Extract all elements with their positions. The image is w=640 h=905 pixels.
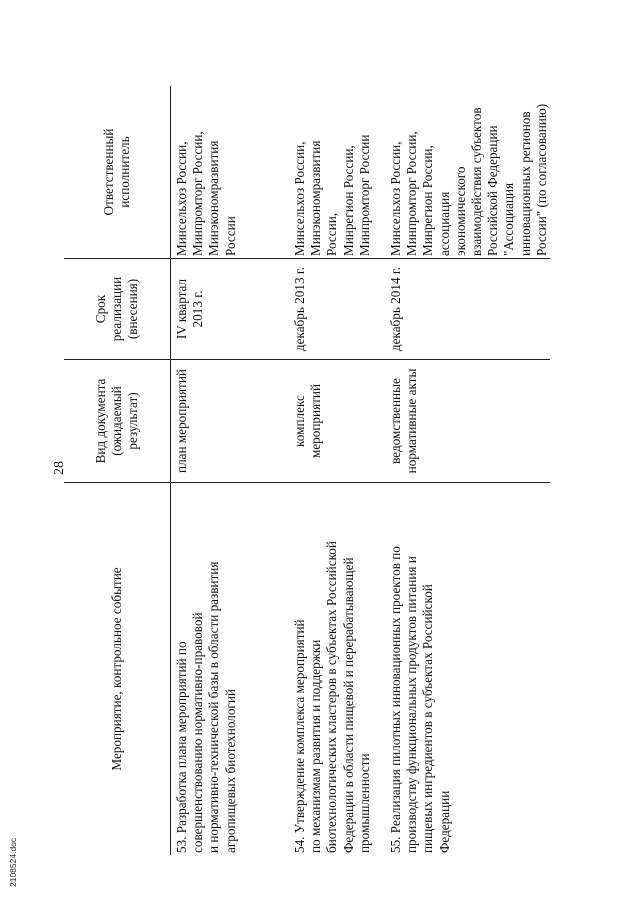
row-53-deadline: IV квартал 2013 г.	[171, 259, 293, 360]
header-responsible: Ответственный исполнитель	[64, 86, 171, 259]
table-row	[171, 86, 293, 855]
row-53-responsible: Минсельхоз России, Минпромторг России, Минэкономразвития России	[171, 86, 293, 259]
page-number: 28	[52, 461, 67, 475]
header-doc-type: Вид документа (ожидаемый результат)	[64, 360, 171, 483]
measures-table	[64, 86, 550, 855]
row-55-doc-type: ведомственные нормативные акты	[388, 360, 550, 483]
table-header-row	[64, 86, 171, 855]
table-row	[292, 86, 388, 855]
document-id: 2108524.doc	[8, 837, 18, 887]
table-row	[388, 86, 550, 855]
row-54-deadline: декабрь 2013 г.	[292, 259, 388, 360]
row-55-deadline: декабрь 2014 г.	[388, 259, 550, 360]
row-54-responsible: Минсельхоз России, Минэкономразвития России, Минрегион России, Минпромторг России	[292, 86, 388, 259]
row-54-doc-type: комплекс мероприятий	[292, 360, 388, 483]
header-event: Мероприятие, контрольное событие	[64, 483, 171, 856]
row-55-responsible: Минсельхоз России, Минпромторг России, Минрегион России, ассоциация экономического взаимодействия субъектов Российской Федерации "Ассоциация инновационных регионов России" (по согласованию)	[388, 86, 550, 259]
header-deadline: Срок реализации (внесения)	[64, 259, 171, 360]
row-55-event: 55. Реализация пилотных инновационных проектов по производству функциональных продуктов питания и пищевых ингредиентов в субъектах Российской Федерации	[388, 546, 452, 853]
row-53-event: 53. Разработка плана мероприятий по совершенствованию нормативно-правовой и нормативно-технической базы в области развития агропищевых биотехнологий	[174, 561, 238, 853]
row-53-doc-type: план мероприятий	[171, 360, 293, 483]
row-54-event: 54. Утверждение комплекса мероприятий по механизмам развития и поддержки биотехнологических кластеров в субъектах Российской Федерации в области пищевой и перерабатывающей промышленности	[292, 541, 372, 853]
